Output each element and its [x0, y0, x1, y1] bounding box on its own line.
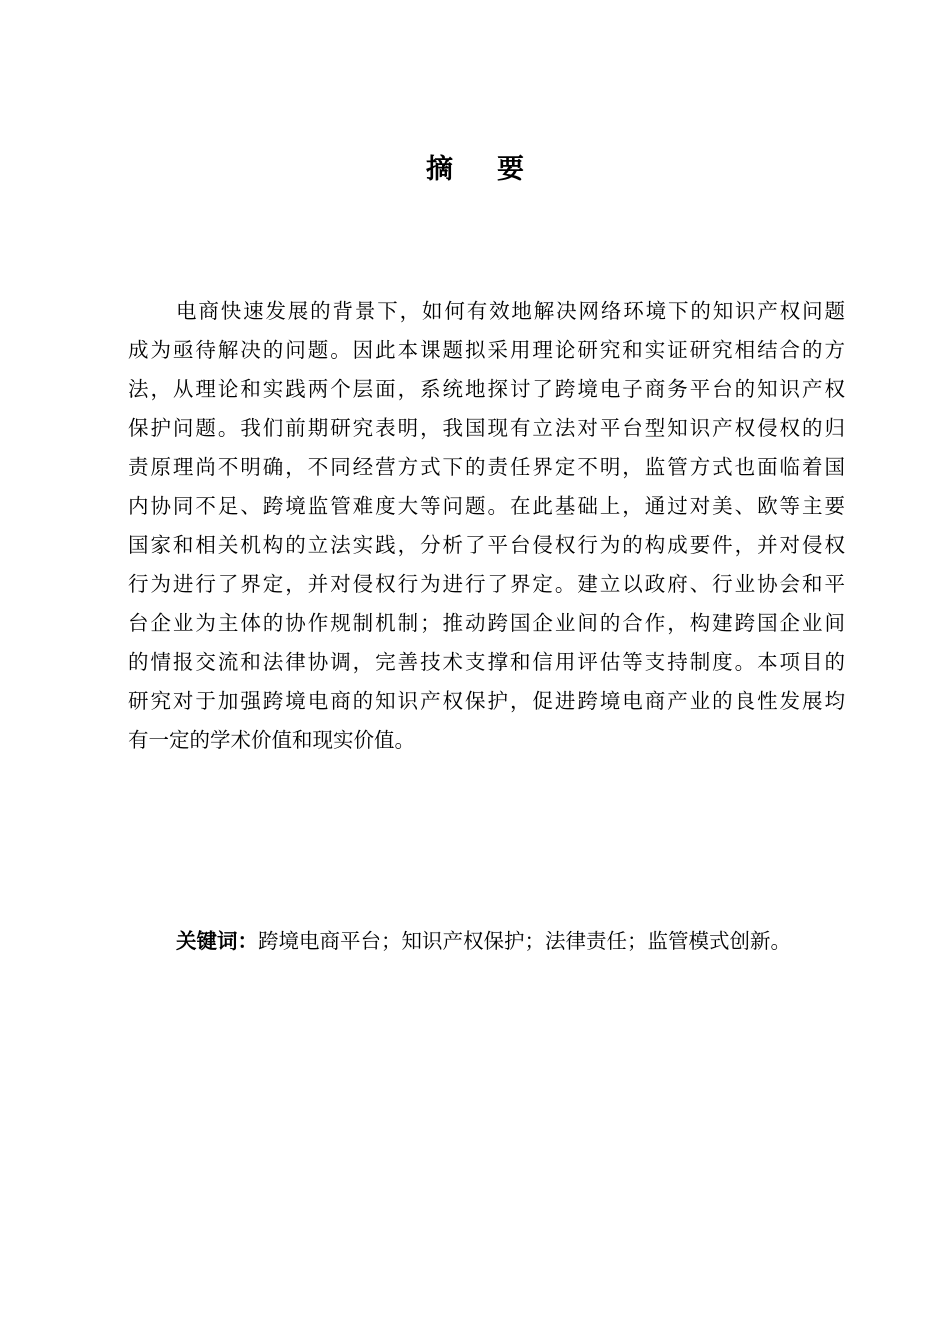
title-char-2: 要 [497, 154, 524, 185]
abstract-line-7: 国家和相关机构的立法实践，分析了平台侵权行为的构成要件，并对侵权 [128, 533, 845, 557]
abstract-line-4: 保护问题。我们前期研究表明，我国现有立法对平台型知识产权侵权的归 [128, 416, 845, 440]
abstract-line-6: 内协同不足、跨境监管难度大等问题。在此基础上，通过对美、欧等主要 [128, 494, 845, 518]
keywords-line [176, 922, 876, 961]
abstract-line-3: 法，从理论和实践两个层面，系统地探讨了跨境电子商务平台的知识产权 [128, 377, 845, 401]
title-char-1: 摘 [426, 154, 453, 185]
abstract-line-5: 责原理尚不明确，不同经营方式下的责任界定不明，监管方式也面临着国 [128, 455, 845, 479]
abstract-line-8: 行为进行了界定，并对侵权行为进行了界定。建立以政府、行业协会和平 [128, 572, 845, 596]
abstract-line-12: 有一定的学术价值和现实价值。 [128, 728, 415, 752]
abstract-line-2: 成为亟待解决的问题。因此本课题拟采用理论研究和实证研究相结合的方 [128, 338, 845, 362]
abstract-title [0, 150, 950, 190]
abstract-line-9: 台企业为主体的协作规制机制；推动跨国企业间的合作，构建跨国企业间 [128, 611, 845, 635]
abstract-line-11: 研究对于加强跨境电商的知识产权保护，促进跨境电商产业的良性发展均 [128, 689, 845, 713]
keywords-label: 关键词： [176, 929, 258, 953]
abstract-line-1: 电商快速发展的背景下，如何有效地解决网络环境下的知识产权问题 [176, 299, 845, 323]
abstract-body [128, 292, 845, 760]
abstract-line-10: 的情报交流和法律协调，完善技术支撑和信用评估等支持制度。本项目的 [128, 650, 845, 674]
keywords-text: 跨境电商平台；知识产权保护；法律责任；监管模式创新。 [258, 929, 791, 953]
